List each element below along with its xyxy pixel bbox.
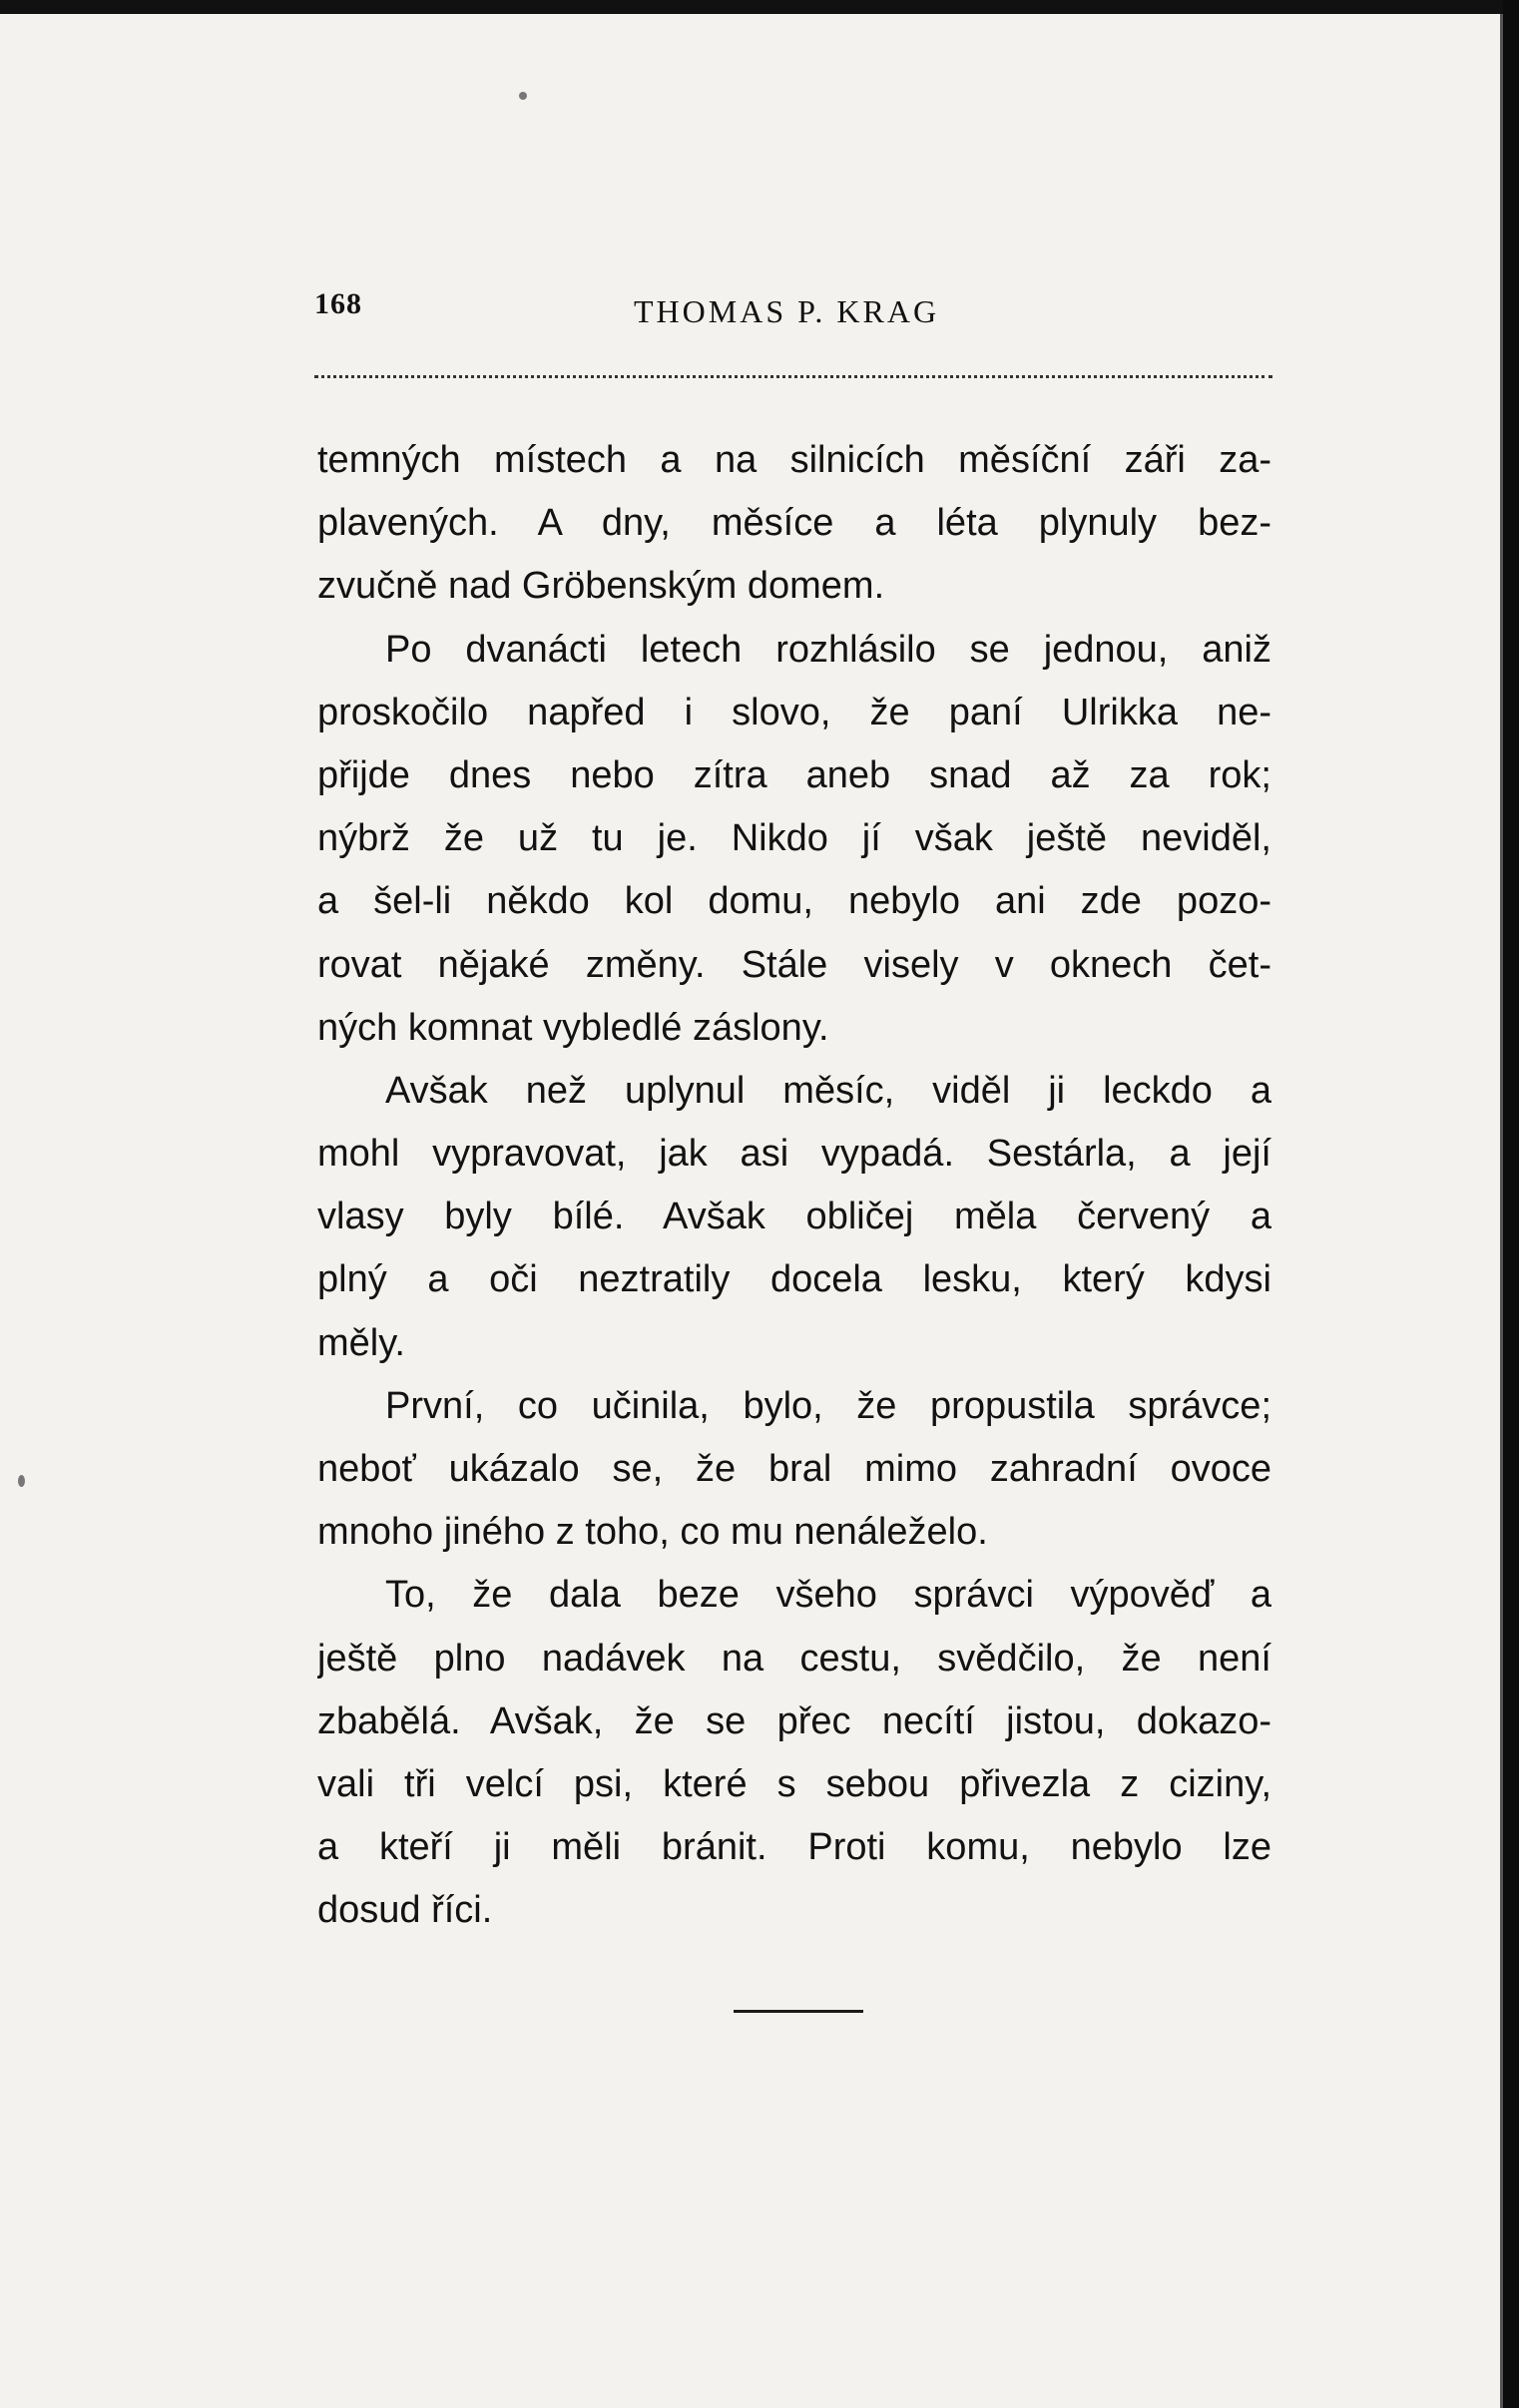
text-line: Avšak než uplynul měsíc, viděl ji leckdo a — [385, 1069, 1271, 1112]
page-header — [314, 281, 1272, 341]
header-divider — [314, 375, 1272, 378]
scan-speck — [18, 1475, 25, 1487]
text-line: přijde dnes nebo zítra aneb snad až za rok; — [317, 753, 1271, 796]
text-line: zbabělá. Avšak, že se přec necítí jistou, dokazo- — [317, 1699, 1271, 1742]
text-line: rovat nějaké změny. Stále visely v oknech čet- — [317, 943, 1271, 986]
text-line: Po dvanácti letech rozhlásilo se jednou, aniž — [385, 628, 1271, 671]
text-line: plavených. A dny, měsíce a léta plynuly bez- — [317, 502, 1271, 545]
text-line: měly. — [317, 1321, 405, 1364]
text-line: vlasy byly bílé. Avšak obličej měla červený a — [317, 1196, 1271, 1238]
text-line: temných místech a na silnicích měsíční záři za- — [317, 439, 1271, 481]
running-title: THOMAS P. KRAG — [634, 293, 940, 329]
text-line: mnoho jiného z toho, co mu nenáleželo. — [317, 1511, 988, 1554]
text-line: neboť ukázalo se, že bral mimo zahradní ovoce — [317, 1448, 1271, 1490]
text-line: mohl vypravovat, jak asi vypadá. Sestárla, a její — [317, 1133, 1271, 1176]
text-line: zvučně nad Gröbenským domem. — [317, 565, 885, 608]
text-line: ných komnat vybledlé záslony. — [317, 1006, 829, 1049]
body-text — [317, 429, 1271, 1943]
scan-top-edge — [0, 0, 1519, 14]
text-line: ještě plno nadávek na cestu, svědčilo, že není — [317, 1637, 1271, 1680]
text-line: a kteří ji měli bránit. Proti komu, nebylo lze — [317, 1826, 1271, 1869]
page-number: 168 — [314, 287, 362, 320]
scan-speck — [519, 92, 527, 100]
chapter-end-rule — [734, 2010, 863, 2013]
text-line: První, co učinila, bylo, že propustila správce; — [385, 1384, 1271, 1427]
scan-right-edge — [1503, 0, 1519, 2408]
text-line: plný a oči neztratily docela lesku, který kdysi — [317, 1258, 1271, 1301]
text-line: vali tři velcí psi, které s sebou přivezla z ciziny, — [317, 1762, 1271, 1805]
text-line: nýbrž že už tu je. Nikdo jí však ještě neviděl, — [317, 817, 1271, 860]
text-line: proskočilo napřed i slovo, že paní Ulrikka ne- — [317, 691, 1271, 733]
text-line: a šel-li někdo kol domu, nebylo ani zde pozo- — [317, 880, 1271, 923]
text-line: To, že dala beze všeho správci výpověď a — [385, 1574, 1271, 1617]
text-line: dosud říci. — [317, 1889, 493, 1932]
